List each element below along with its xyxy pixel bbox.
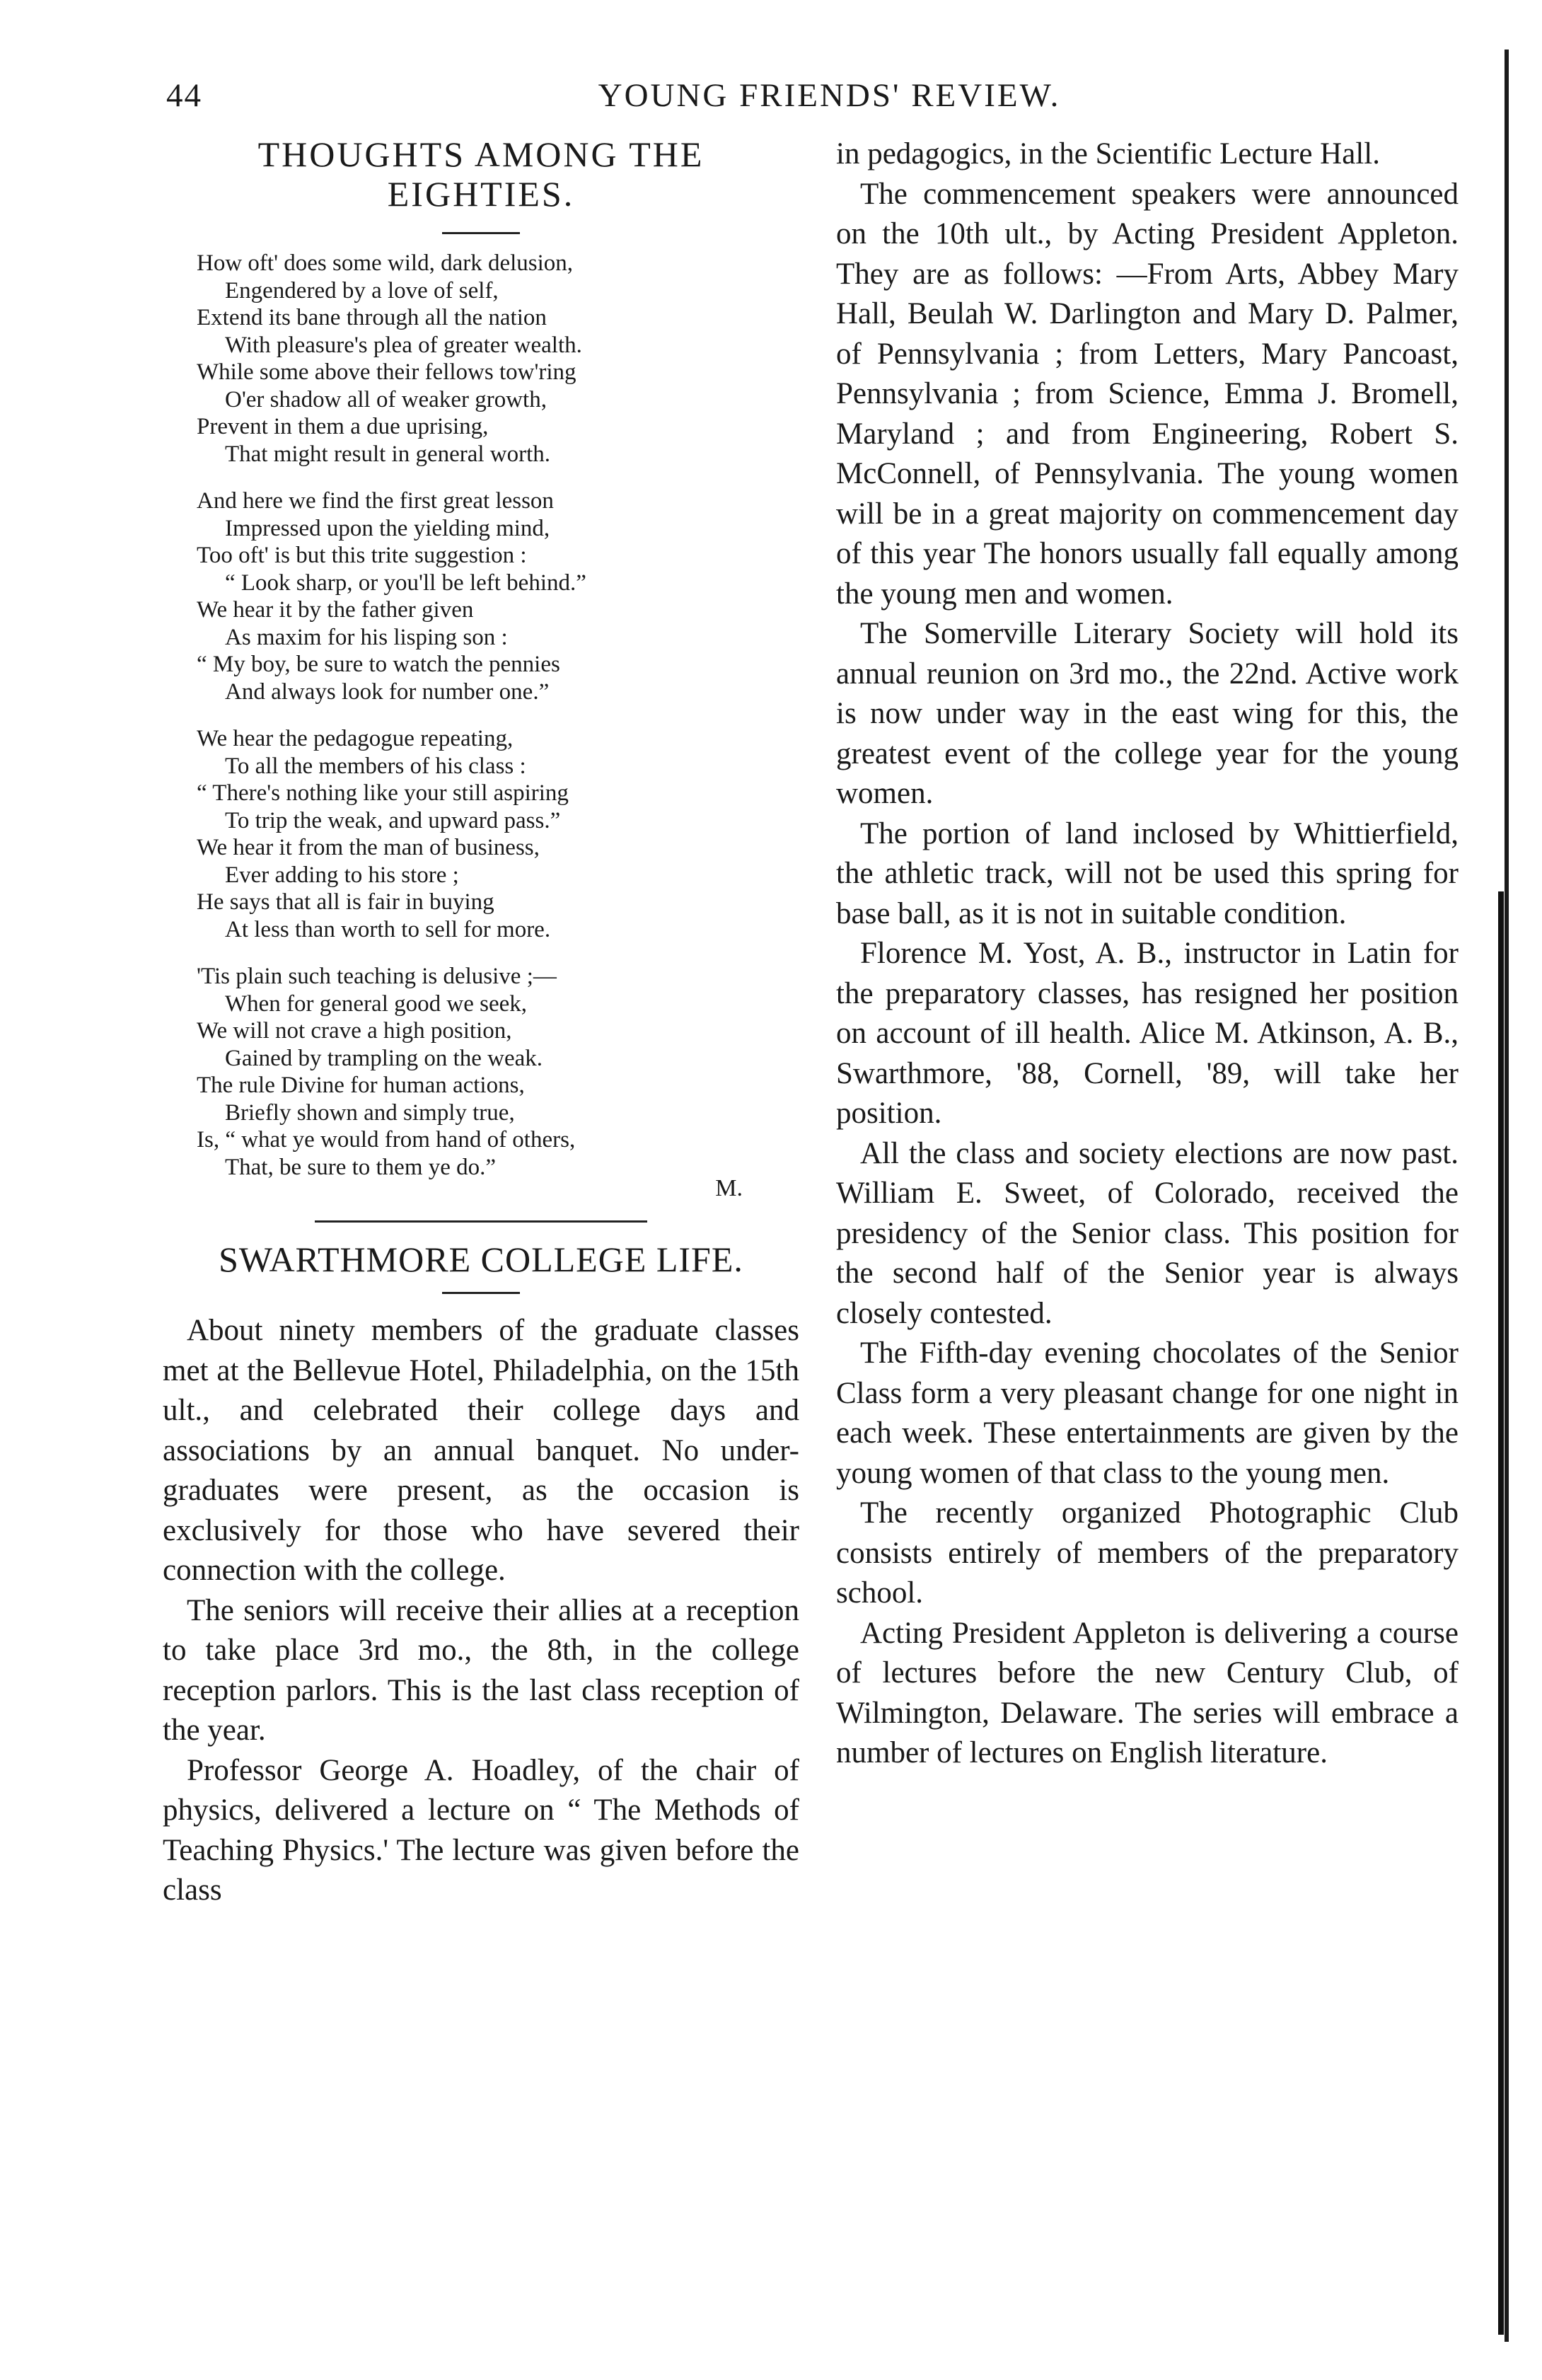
poem-line: We hear the pedagogue repeating, — [197, 726, 514, 751]
poem-stanza — [197, 487, 799, 705]
article-paragraph: The Somerville Literary Society will hold its annual reunion on 3rd mo., the 22nd. Active work is now under way in the east wing for this, the greatest event of the college year for the young women. — [836, 617, 1459, 810]
poem-title-line: EIGHTIES. — [387, 174, 575, 214]
page-header — [166, 76, 1492, 115]
page-number: 44 — [166, 77, 202, 114]
poem-line: The rule Divine for human actions, — [197, 1073, 525, 1098]
page-edge-shadow — [1498, 891, 1504, 2335]
article-paragraph: Professor George A. Hoadley, of the chair of physics, delivered a lecture on “ The Methods of Teaching Physics.' The lecture was given before the class — [163, 1753, 799, 1907]
article-paragraph: The seniors will receive their allies at a reception to take place 3rd mo., the 8th, in the college reception parlors. This is the last class reception of the year. — [163, 1593, 799, 1747]
poem-line: 'Tis plain such teaching is delusive ;— — [197, 964, 557, 989]
poem-line: Prevent in them a due uprising, — [197, 414, 489, 439]
poem-line: While some above their fellows tow'ring — [197, 359, 576, 385]
divider — [315, 1220, 647, 1223]
poem-line: Impressed upon the yielding mind, — [225, 515, 550, 541]
poem-line: To all the members of his class : — [225, 753, 526, 779]
left-column — [163, 134, 799, 1911]
article-left-text — [163, 1311, 799, 1911]
article-paragraph: The Fifth-day evening chocolates of the Senior Class form a very pleasant change for one night in each week. These entertainments are given by the young women of that class to the young men. — [836, 1336, 1459, 1490]
poem-line: When for general good we seek, — [225, 990, 527, 1017]
article-paragraph: Florence M. Yost, A. B., instructor in Latin for the preparatory classes, has resigned her position on account of ill health. Alice M. Atkinson, A. B., Swarthmore, '88, Cornell, '89, will take her position. — [836, 937, 1459, 1130]
poem-line: He says that all is fair in buying — [197, 889, 494, 915]
poem-line: And here we find the first great lesson — [197, 488, 554, 514]
article-paragraph: The recently organized Photographic Club consists entirely of members of the preparatory school. — [836, 1496, 1459, 1610]
poem-line: “ My boy, be sure to watch the pennies — [197, 652, 560, 677]
poem-stanza — [197, 250, 799, 468]
article-title: SWARTHMORE COLLEGE LIFE. — [219, 1240, 743, 1279]
poem-line: That might result in general worth. — [225, 441, 551, 467]
poem-line: As maxim for his lisping son : — [225, 624, 508, 650]
poem-title-line: THOUGHTS AMONG THE — [257, 134, 705, 174]
journal-title: YOUNG FRIENDS' REVIEW. — [598, 77, 1061, 114]
poem-line: Gained by trampling on the weak. — [225, 1045, 543, 1071]
poem-line: And always look for number one.” — [225, 678, 550, 705]
divider — [442, 1292, 520, 1294]
poem-line: Briefly shown and simply true, — [225, 1099, 515, 1126]
right-column — [836, 134, 1459, 1774]
poem-line: Too oft' is but this trite suggestion : — [197, 543, 527, 568]
poem-body — [163, 250, 799, 1181]
poem-stanza — [197, 963, 799, 1181]
article-paragraph: About ninety members of the graduate classes met at the Bellevue Hotel, Philadelphia, on the 15th ult., and celebrated their college days and associations by an annual banquet. No under-graduates were present, as the occasion is exclusively for those who have severed their connection with the college. — [163, 1314, 799, 1587]
article-paragraph: All the class and society elections are now past. William E. Sweet, of Colorado, received the presidency of the Senior class. This position for the second half of the Senior year is always closely contested. — [836, 1136, 1459, 1330]
poem-line: We hear it by the father given — [197, 597, 474, 623]
poem-line: O'er shadow all of weaker growth, — [225, 386, 547, 412]
poem-line: We hear it from the man of business, — [197, 835, 540, 860]
poem-line: “ There's nothing like your still aspiring — [197, 780, 569, 806]
poem-line: Extend its bane through all the nation — [197, 305, 547, 330]
poem-line: Engendered by a love of self, — [225, 277, 499, 304]
page-edge-rule — [1505, 50, 1509, 2342]
poem-line: Is, “ what ye would from hand of others, — [197, 1127, 576, 1153]
article-paragraph: Acting President Appleton is delivering a course of lectures before the new Century Club, of Wilmington, Delaware. The series will embrace a number of lectures on English literature. — [836, 1616, 1459, 1769]
poem-line: Ever adding to his store ; — [225, 862, 459, 888]
poem-line: We will not crave a high position, — [197, 1018, 512, 1044]
article-paragraph: in pedagogics, in the Scientific Lecture Hall. — [836, 137, 1380, 171]
poem-line: That, be sure to them ye do.” — [225, 1154, 497, 1180]
poem-title — [163, 134, 799, 214]
article-paragraph: The commencement speakers were announced on the 10th ult., by Acting President Appleton. They are as follows: —From Arts, Abbey Mary Hall, Beulah W. Darlington and Mary D. Palmer, of Pennsylvania ; from Letters, Mary Pancoast, Pennsylvania ; from Science, Emma J. Bromell, Maryland ; and from Engineering, Robert S. McConnell, of Pennsylvania. The young women will be in a great majority on commencement day of this year The honors usually fall equally among the young men and women. — [836, 177, 1459, 611]
poem-line: How oft' does some wild, dark delusion, — [197, 250, 574, 276]
poem-line: At less than worth to sell for more. — [225, 916, 551, 942]
poem-line: With pleasure's plea of greater wealth. — [225, 332, 582, 358]
divider — [442, 232, 520, 234]
article-right-text — [836, 175, 1459, 1774]
poem-stanza — [197, 725, 799, 943]
poem-line: “ Look sharp, or you'll be left behind.” — [225, 570, 586, 596]
poem-signature: M. — [715, 1175, 743, 1201]
article-paragraph: The portion of land inclosed by Whittierfield, the athletic track, will not be used this spring for base ball, as it is not in suitable condition. — [836, 816, 1459, 930]
poem-line: To trip the weak, and upward pass.” — [225, 807, 561, 833]
